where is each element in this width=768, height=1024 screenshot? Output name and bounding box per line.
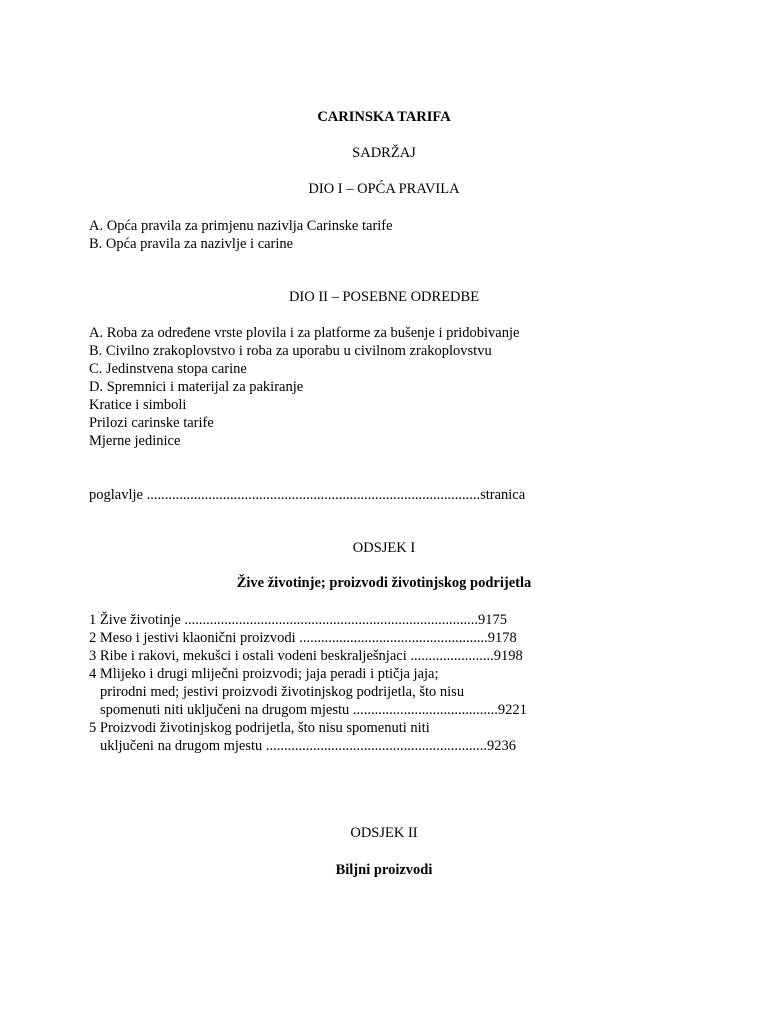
chapter-entry: 3 Ribe i rakovi, mekušci i ostali vodeni beskralješnjaci .......................9198 — [89, 648, 523, 664]
chapter-entry-continuation: prirodni med; jestivi proizvodi životinjskog podrijetla, što nisu — [100, 684, 465, 700]
part1-list — [89, 217, 393, 253]
chapter-entry: 1 Žive životinje .................................................................................9175 — [89, 612, 508, 628]
list-item: Kratice i simboli — [89, 397, 187, 413]
part2-heading: DIO II – POSEBNE ODREDBE — [288, 289, 480, 305]
document-title: CARINSKA TARIFA — [317, 109, 451, 125]
toc-header: poglavlje ............................................................................................stranica — [89, 487, 526, 503]
list-item: B. Civilno zrakoplovstvo i roba za uporabu u civilnom zrakoplovstvu — [89, 343, 492, 359]
list-item: C. Jedinstvena stopa carine — [89, 361, 247, 377]
section2-heading: ODSJEK II — [350, 825, 418, 841]
section1-subtitle: Žive životinje; proizvodi životinjskog podrijetla — [236, 575, 532, 591]
chapter-entry: 2 Meso i jestivi klaonični proizvodi ....................................................9178 — [89, 630, 517, 646]
list-item: B. Opća pravila za nazivlje i carine — [89, 236, 294, 252]
chapter-entry-continuation: uključeni na drugom mjestu .............................................................9236 — [100, 738, 517, 754]
list-item: Prilozi carinske tarife — [89, 415, 214, 431]
list-item: A. Roba za određene vrste plovila i za platforme za bušenje i pridobivanje — [89, 325, 520, 341]
list-item: Mjerne jedinice — [89, 433, 181, 449]
part1-heading: DIO I – OPĆA PRAVILA — [308, 181, 460, 197]
section1-heading: ODSJEK I — [352, 540, 416, 556]
contents-heading: SADRŽAJ — [352, 145, 416, 161]
chapter-entry-continuation: spomenuti niti uključeni na drugom mjestu ........................................9221 — [100, 702, 527, 718]
section1-chapter-list — [89, 611, 527, 755]
list-item: A. Opća pravila za primjenu nazivlja Carinske tarife — [89, 218, 393, 234]
chapter-entry: 5 Proizvodi životinjskog podrijetla, što nisu spomenuti niti — [89, 720, 430, 736]
chapter-entry: 4 Mlijeko i drugi mliječni proizvodi; jaja peradi i ptičja jaja; — [89, 666, 439, 682]
part2-list — [89, 324, 519, 450]
section2-subtitle: Biljni proizvodi — [335, 862, 433, 878]
list-item: D. Spremnici i materijal za pakiranje — [89, 379, 304, 395]
